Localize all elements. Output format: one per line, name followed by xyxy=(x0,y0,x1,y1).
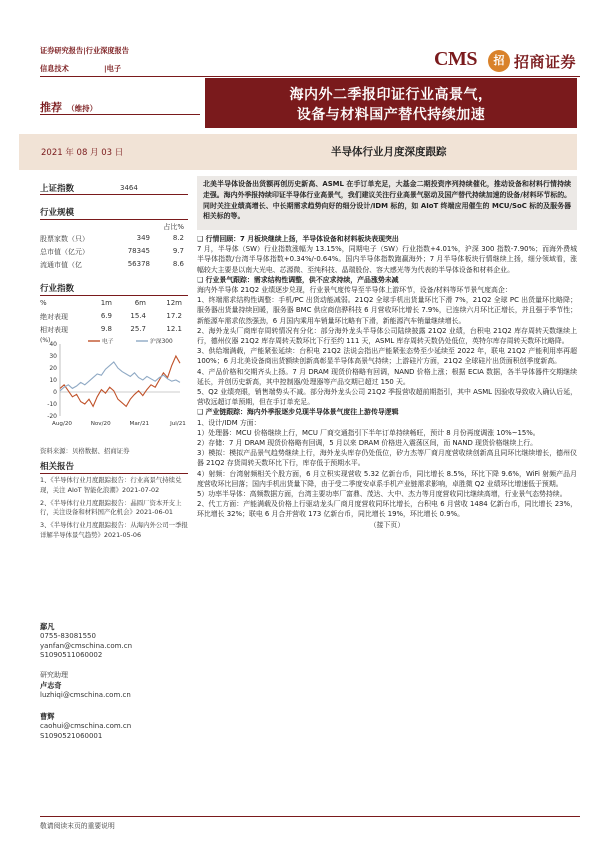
table-row-value: 349 xyxy=(136,234,150,242)
table-row-pct: 8.6 xyxy=(172,260,184,268)
related-report-link[interactable]: 2、《半导体行业月度跟踪报告：晶圆厂资本开支上行，关注设备和材料国产化机会》2021-06-01 xyxy=(40,498,182,517)
table-col-header: 12m xyxy=(166,299,182,307)
analyst-card xyxy=(40,712,131,741)
chart-series-line-0 xyxy=(60,356,180,406)
analyst-name: 鄢凡 xyxy=(40,622,55,631)
continued-note: （接下页） xyxy=(369,520,405,529)
chart-y-tick: 40 xyxy=(49,341,57,348)
header-rule xyxy=(40,76,580,77)
related-report-link[interactable]: 3、《半导体行业月度跟踪报告：从海内外公司一季报详解半导体景气趋势》2021-05-06 xyxy=(40,521,188,539)
date-banner xyxy=(19,134,577,170)
body-paragraph: 1）处理器：MCU 价格继续上行，MCU 厂商交通指引下半年订单持续畅旺，预计 8 月份再度调涨 10%~15%。 xyxy=(197,428,540,437)
assistant-name: 卢志奇 xyxy=(40,680,62,690)
body-paragraph: 2）存储：7 月 DRAM 现货价格略有回调，5 月以来 DRAM 价格进入震荡区间，而 NAND 现货价格继续上行。 xyxy=(197,439,538,448)
brand-logo xyxy=(434,44,580,74)
rating-qualifier: （维持） xyxy=(67,104,98,113)
table-row-pct: 8.2 xyxy=(172,234,184,242)
analyst-card xyxy=(40,622,132,661)
footer-rule xyxy=(40,816,580,817)
chart-y-tick: -20 xyxy=(47,413,57,420)
index-label: 上证指数 xyxy=(40,184,75,194)
report-date: 2021 年 08 月 03 日 xyxy=(41,148,124,158)
body-paragraph: 1、终端需求结构性调整：手机/PC 出货动能减弱。21Q2 全球手机出货量环比下滑 7%，21Q2 全球 PC 出货量环比略降；服务器出货量持续回暖，服务器 BMC 供应商信骅科技 6 月营收环比增长 7.9%，已连续六月环比正增长，并且强于季节性；新能源车需求依然强劲，6 月国内乘用车销量环比略有下滑，新能源汽车销量继续增长。 xyxy=(197,296,577,325)
related-list xyxy=(40,476,188,541)
table-cell: 25.7 xyxy=(130,325,146,333)
body-paragraph: 1、设计/IDM 方面： xyxy=(197,418,261,427)
table-col-header: 1m xyxy=(100,299,112,307)
footer-disclaimer: 敬请阅读末页的重要说明 xyxy=(40,822,115,830)
table-row-label: 相对表现 xyxy=(40,326,68,334)
related-report-link[interactable]: 1、《半导体行业月度跟踪报告：行业高景气持续兑现，关注 AIoT 智能化浪潮》2021-07-02 xyxy=(40,476,182,494)
rating xyxy=(40,96,97,115)
summary-text: 北美半导体设备出货额再创历史新高、ASML 在手订单充足，大基金二期投资序列持续催化，推动设备和材料行情持续走强。海内外季报持续印证半导体行业高景气，我们建议关注行业高景气驱动及国产替代持续加速的设备/材料环节标的。同时关注业绩高增长、中长期需求趋势向好的细分设计/IDM 标的，如 AIoT 终端应用催生的 MCU/SoC 标的及服务器相关标的等。 xyxy=(203,180,571,221)
chart-y-tick: -10 xyxy=(47,401,57,408)
title-line-1: 海内外二季报印证行业高景气， xyxy=(289,87,493,103)
table-cell: 6.9 xyxy=(100,312,112,320)
section-heading: ❑ 产业链跟踪：海内外季报逐步兑现半导体景气度往上游传导逻辑 xyxy=(197,408,399,417)
body-paragraph: 4、产品价格和交期齐头上扬。7 月 DRAM 现货价格略有回调，NAND 价格上涨；根据 ECIA 数据，各半导体器件交期继续延长，并创历史新高，其中控制器/处理器等产品交期已超过 150 天。 xyxy=(197,367,577,386)
chart-x-tick: Nov/20 xyxy=(90,421,111,427)
table-cell: 12.1 xyxy=(166,325,182,333)
summary-box xyxy=(197,176,577,230)
analyst-name: 曹辉 xyxy=(40,712,55,721)
chart-x-tick: Jul/21 xyxy=(170,421,186,427)
table-cell: 17.2 xyxy=(166,312,182,320)
table-cell: 15.4 xyxy=(130,312,146,320)
assistant-card xyxy=(40,671,131,700)
assistant-email[interactable]: luzhiqi@cmschina.com.cn xyxy=(40,690,131,699)
body-paragraph: 2、代工方面：产能满载及价格上行驱动龙头厂商月度营收同环比增长，台积电 6 月营收 1484 亿新台币，同比增长 23%，环比增长 32%；联电 6 月合并营收 173 亿新台币，同比增长 19%，环比增长 0.9%。 xyxy=(197,500,577,519)
report-subsector: |电子 xyxy=(104,64,122,73)
analyst-cert: S1090511060002 xyxy=(40,651,103,660)
table-row-label: 流通市值（亿 xyxy=(40,261,82,269)
table-col-header: % xyxy=(40,299,47,307)
chart-x-tick: Mar/21 xyxy=(129,421,150,427)
body-paragraph: 2、海外龙头厂商库存周转情况有分化：部分海外龙头半导体公司陆续披露 21Q2 业绩，台积电 21Q2 库存周转天数继续上行，德州仪器 21Q2 库存周转天数环比下行至约 111 天，ASML 库存周转天数仍处低位，英特尔库存周转天数环比略降。 xyxy=(197,326,577,346)
industry-index-rule xyxy=(40,295,188,296)
chart-y-tick: 30 xyxy=(49,353,57,360)
related-heading: 相关报告 xyxy=(40,462,75,472)
body-paragraph: 5、Q2 业绩亮眼，销售端势头不减。部分海外龙头公司 21Q2 季报营收超前期指引，其中 ASML 因验收导致收入确认后延，营收远超订单预期，但在手订单充足。 xyxy=(197,388,577,407)
performance-chart xyxy=(38,336,188,438)
industry-scale-heading: 行业规模 xyxy=(40,208,75,218)
industry-index-heading: 行业指数 xyxy=(40,284,75,294)
chart-series-line-1 xyxy=(60,362,180,391)
table-row-value: 56378 xyxy=(127,260,150,268)
report-category: 证券研究报告|行业深度报告 xyxy=(40,46,129,55)
report-body xyxy=(197,234,577,530)
chart-y-tick: 10 xyxy=(49,377,57,384)
title-line-2: 设备与材料国产替代持续加速 xyxy=(296,107,486,123)
table-col-header: 6m xyxy=(134,299,146,307)
chart-y-tick: 20 xyxy=(49,365,57,372)
body-paragraph: 5）功率半导体：高频数据方面，台湾主要功率厂富鼎、茂达、大中、杰力等月度营收同比继续高增，行业景气态势持续。 xyxy=(197,490,567,499)
report-type: 半导体行业月度深度跟踪 xyxy=(331,146,447,158)
body-paragraph: 3）模拟：模拟产品景气趋势继续上行，海外龙头库存仍处低位，矽力杰等厂商月度营收续创新高且同环比继续增长，德州仪器 21Q2 存货周转天数环比下行，库存低于预期水平。 xyxy=(197,449,577,468)
table-row-label: 总市值（亿元） xyxy=(40,248,89,256)
assistant-role: 研究助理 xyxy=(40,671,68,679)
legend-label: 沪深300 xyxy=(150,339,173,345)
body-paragraph: 3、供给端满载，产能紧张延续：台积电 21Q2 法说会指出产能紧张态势至少延续至 2022 年，联电 21Q2 产能利用率再超 100%；6 月北美设备商出货额续创新高彰显半导体高景气持续；上游硅片方面，21Q2 全球硅片出货面积创季度新高。 xyxy=(197,347,577,366)
body-paragraph: 4）射频：台湾射频相关个股方面，6 月立积实现营收 5.32 亿新台币，同比增长 8.5%，环比下降 9.6%，WiFi 射频产品月度营收环比回落；国内手机出货量下降，由于受二季度安卓系手机产业链需求影响，卓胜微 Q2 业绩环比增速低于预期。 xyxy=(197,469,577,488)
legend-label: 电子 xyxy=(102,339,114,345)
section-heading: ❑ 行情回顾：7 月板块继续上扬，半导体设备和材料板块表现突出 xyxy=(197,235,399,243)
logo-name: 招商证券 xyxy=(514,53,577,71)
table-row-label: 绝对表现 xyxy=(40,313,68,321)
table-cell: 9.8 xyxy=(100,325,112,333)
index-rule xyxy=(40,194,188,195)
logo-cms-text: CMS xyxy=(434,48,477,70)
logo-mark-icon: 招 xyxy=(488,50,510,72)
table-row-value: 78345 xyxy=(127,247,150,255)
analyst-email[interactable]: caohui@cmschina.com.cn xyxy=(40,722,132,730)
index-value: 3464 xyxy=(120,184,138,192)
table-row-pct: 9.7 xyxy=(172,247,184,255)
body-paragraph: 海内外半导体 21Q2 业绩逐步兑现，行业景气度传导至半导体上游环节，设备/材料等环节景气度高企： xyxy=(197,286,512,295)
industry-scale-col-header: 占比% xyxy=(163,223,184,231)
chart-y-tick: 0 xyxy=(53,389,57,396)
report-sector: 信息技术 xyxy=(40,64,69,73)
title-banner xyxy=(205,78,577,128)
industry-scale-rule xyxy=(40,219,188,220)
chart-x-tick: Aug/20 xyxy=(52,421,72,427)
analyst-email[interactable]: yanfan@cmschina.com.cn xyxy=(40,641,133,650)
chart-y-label: (%) xyxy=(40,337,51,344)
analyst-phone: 0755-83081550 xyxy=(40,632,96,640)
rating-rule xyxy=(40,114,200,115)
table-row-label: 股票家数（只） xyxy=(40,235,89,243)
related-rule xyxy=(40,473,188,474)
chart-source: 资料来源：贝格数据、招商证券 xyxy=(40,447,130,455)
body-paragraph: 7 月，半导体（SW）行业指数涨幅为 13.15%，同期电子（SW）行业指数+4.01%，沪深 300 指数-7.90%；而海外费城半导体指数/台湾半导体指数+0.34%/-0.64%。国内半导体指数跑赢海外；7 月半导体板块行情继续上扬，细分领域看，涨幅较大主要是以南大光电、芯源微、至纯科技、晶瑞股份、容大感光等为代表的半导体设备和材料企业。 xyxy=(197,245,577,274)
rating-label: 推荐 xyxy=(40,101,62,114)
analyst-cert: S1090521060001 xyxy=(40,731,103,740)
section-heading: ❑ 行业景气跟踪：需求结构性调整，供不应求持续，产品涨势未减 xyxy=(197,275,399,284)
